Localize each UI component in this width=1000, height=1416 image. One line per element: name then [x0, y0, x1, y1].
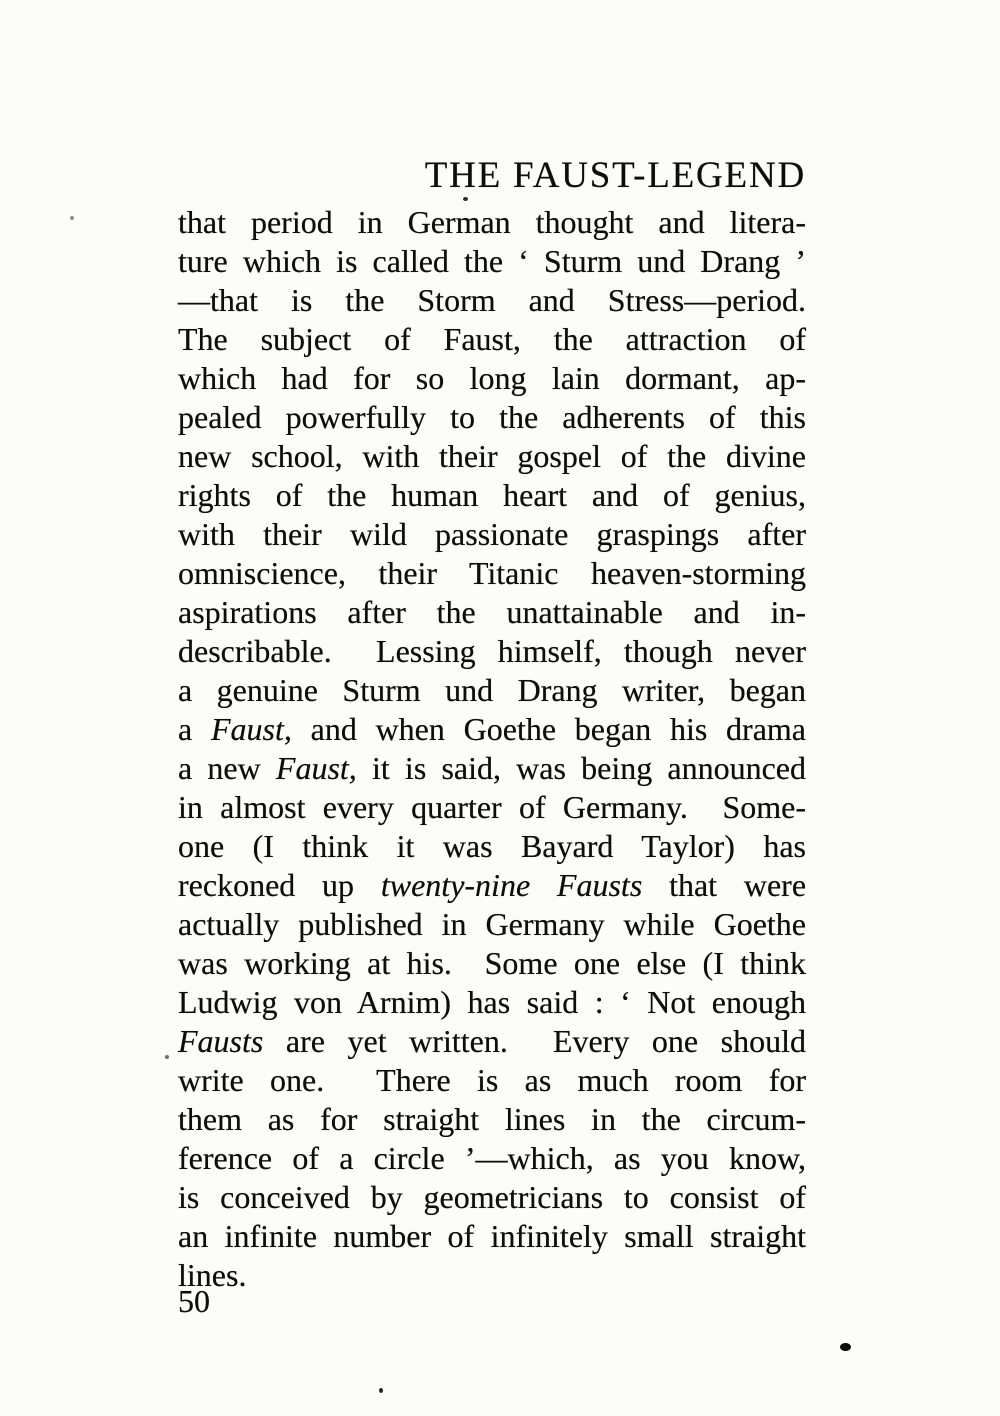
text-segment: are yet written. Every one should	[263, 1023, 806, 1059]
text-line	[178, 554, 806, 593]
text-segment: which had for so long lain dormant, ap-	[178, 360, 806, 396]
text-segment: rights of the human heart and of genius,	[178, 477, 806, 513]
text-line	[178, 476, 806, 515]
text-line	[178, 437, 806, 476]
text-line	[178, 632, 806, 671]
italic-text: twenty-nine Fausts	[380, 867, 643, 903]
text-line	[178, 983, 806, 1022]
text-line	[178, 281, 806, 320]
text-line	[178, 866, 806, 905]
text-segment: reckoned up	[178, 867, 381, 903]
text-line	[178, 515, 806, 554]
text-segment: describable. Lessing himself, though never	[178, 633, 806, 669]
text-line	[178, 671, 806, 710]
text-block	[178, 156, 806, 1321]
speck-left-margin-middle	[165, 1055, 169, 1059]
text-line	[178, 788, 806, 827]
speck-left-margin-top	[70, 216, 74, 220]
text-segment: Ludwig von Arnim) has said : ‘ Not enough	[178, 984, 806, 1020]
page-number: 50	[178, 1283, 210, 1319]
text-segment: that period in German thought and litera-	[178, 204, 806, 240]
text-segment: actually published in Germany while Goethe	[178, 906, 806, 942]
text-segment: one (I think it was Bayard Taylor) has	[178, 828, 806, 864]
text-line	[178, 359, 806, 398]
text-line	[178, 944, 806, 983]
text-line	[178, 1100, 806, 1139]
text-segment: a genuine Sturm und Drang writer, began	[178, 672, 806, 708]
text-segment: a new	[178, 750, 276, 786]
text-segment: and when Goethe began his drama	[291, 711, 807, 747]
text-segment: with their wild passionate graspings after	[178, 516, 806, 552]
text-segment: ture which is called the ‘ Sturm und Drang ’	[178, 243, 806, 279]
text-segment: lines.	[178, 1257, 247, 1293]
text-segment: ference of a circle ’—which, as you know,	[178, 1140, 806, 1176]
text-line	[178, 827, 806, 866]
text-line	[178, 1061, 806, 1100]
text-segment: pealed powerfully to the adherents of this	[178, 399, 806, 435]
text-line	[178, 242, 806, 281]
text-segment: an infinite number of infinitely small straight	[178, 1218, 806, 1254]
text-line	[178, 1217, 806, 1256]
text-segment: was working at his. Some one else (I think	[178, 945, 806, 981]
italic-text: Fausts	[178, 1023, 264, 1059]
text-line	[178, 1022, 806, 1061]
ink-dot-bottom-right	[840, 1343, 851, 1351]
text-segment: it is said, was being announced	[356, 750, 807, 786]
body-text	[178, 203, 806, 1295]
text-segment: omniscience, their Titanic heaven-storming	[178, 555, 806, 591]
text-segment: that were	[642, 867, 807, 903]
text-line	[178, 710, 806, 749]
text-segment: is conceived by geometricians to consist of	[178, 1179, 806, 1215]
text-segment: a	[178, 711, 211, 747]
italic-text: Faust,	[275, 750, 357, 786]
text-segment: them as for straight lines in the circum-	[178, 1101, 806, 1137]
text-line	[178, 593, 806, 632]
text-line	[178, 398, 806, 437]
text-line	[178, 1178, 806, 1217]
speck-under-header	[463, 197, 468, 201]
text-line	[178, 320, 806, 359]
text-line	[178, 203, 806, 242]
running-header: THE FAUST-LEGEND	[424, 155, 806, 196]
speck-bottom-center	[379, 1388, 383, 1393]
text-segment: new school, with their gospel of the divine	[178, 438, 806, 474]
text-segment: The subject of Faust, the attraction of	[178, 321, 806, 357]
text-line	[178, 905, 806, 944]
italic-text: Faust,	[210, 711, 292, 747]
text-line	[178, 1139, 806, 1178]
text-segment: in almost every quarter of Germany. Some-	[178, 789, 806, 825]
text-segment: aspirations after the unattainable and in-	[178, 594, 806, 630]
text-line	[178, 749, 806, 788]
text-segment: write one. There is as much room for	[178, 1062, 806, 1098]
text-segment: —that is the Storm and Stress—period.	[178, 282, 806, 318]
